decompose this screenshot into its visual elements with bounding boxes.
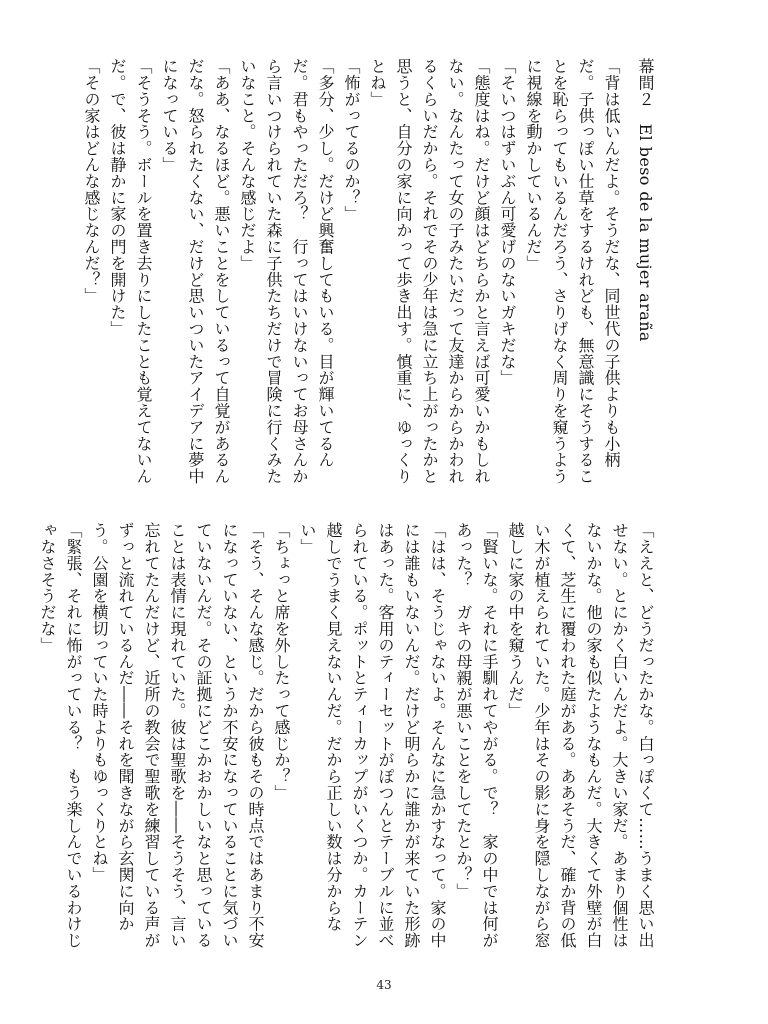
- lower-text-block: [38, 522, 658, 954]
- upper-paragraph-2: 「そいつはずいぶん可愛げのないガキだな」: [498, 58, 517, 386]
- lower-paragraph-1: 「ええと、どうだったかな。白っぽくて……うまく思い出せない。とにかく白いんだよ。大きい家だ。あまり個性はないかな。他の家も似たようなもんだ。大きくて外壁が白くて、芝生に覆われた庭がある。ああそうだ、確か背の低い木が植えられていた。少年はその影に身を隠しながら窓越しに家の中を窺うんだ」: [506, 522, 655, 949]
- upper-paragraph-1: 「背は低いんだよ。そうだな、同世代の子供よりも小柄だ。子供っぽい仕草をするけれども、無意識にそうすることを恥らってもいるんだろう、さりげなく周りを窺うように視線を動かしているんだ」: [524, 58, 621, 485]
- chapter-title: 幕間２ El beso de la mujer araña: [636, 58, 655, 342]
- page-number: 43: [376, 978, 392, 992]
- upper-paragraph-6: 「ああ、なるほど。悪いことをしているって自覚があるんだな。怒られたくない、だけど思いついたアイデアに夢中になっている」: [160, 58, 231, 485]
- lower-paragraph-2: 「賢いな。それに手馴れてやがる。で？ 家の中では何があった？ ガキの母親が悪いことをしてたとか？」: [454, 522, 499, 949]
- lower-paragraph-5: 「そう、そんな感じ。だから彼もその時点ではあまり不安になっていない、というか不安になっていることに気づいていないんだ。その証拠にどこかおかしいなと思っていることは表情に現れていた。彼は聖歌を――そうそう、言い忘れてたんだけど、近所の教会で聖歌を練習している声がずっと流れているんだ――それを聞きながら玄関に向かう。公園を横切っていた時よりもゆっくりとね」: [90, 522, 265, 949]
- upper-text-block: [82, 58, 658, 490]
- upper-paragraph-3: 「態度はね。だけど顔はどちらかと言えば可愛いかもしれない。なんたって女の子みたいだって友達からからかわれるくらいだから。それでその少年は急に立ち上がったかと思うと、自分の家に向かって歩き出す。慎重に、ゆっくりとね」: [368, 58, 491, 485]
- lower-paragraph-3: 「はは、そうじゃないよ。そんなに急かすなって。家の中には誰もいないんだ。だけど明らかに誰かが来ていた形跡はあった。客用のティーセットがぽつんとテーブルに並べられている。ポットとティーカップがいくつか。カーテン越しでうまく見えないんだ。だから正しい数は分からない」: [298, 522, 447, 949]
- lower-paragraph-6: 「緊張、それに怖がっている？ もう楽しんでいるわけじゃなさそうだな」: [38, 522, 83, 949]
- lower-paragraph-4: 「ちょっと席を外したって感じか？」: [272, 522, 291, 801]
- upper-paragraph-4: 「怖がってるのか？」: [342, 58, 361, 222]
- upper-paragraph-5: 「多分、少し。だけど興奮してもいる。目が輝いてるんだ。君もやっただろ？ 行ってはいけないってお母さんから言いつけられていた森に子供たちだけで冒険に行くみたいなこと。そんな感じだよ」: [238, 58, 335, 485]
- upper-paragraph-8: 「その家はどんな感じなんだ？」: [82, 58, 101, 304]
- upper-paragraph-7: 「そうそう。ボールを置き去りにしたことも覚えてないんだ。で、彼は静かに家の門を開けた」: [108, 58, 153, 485]
